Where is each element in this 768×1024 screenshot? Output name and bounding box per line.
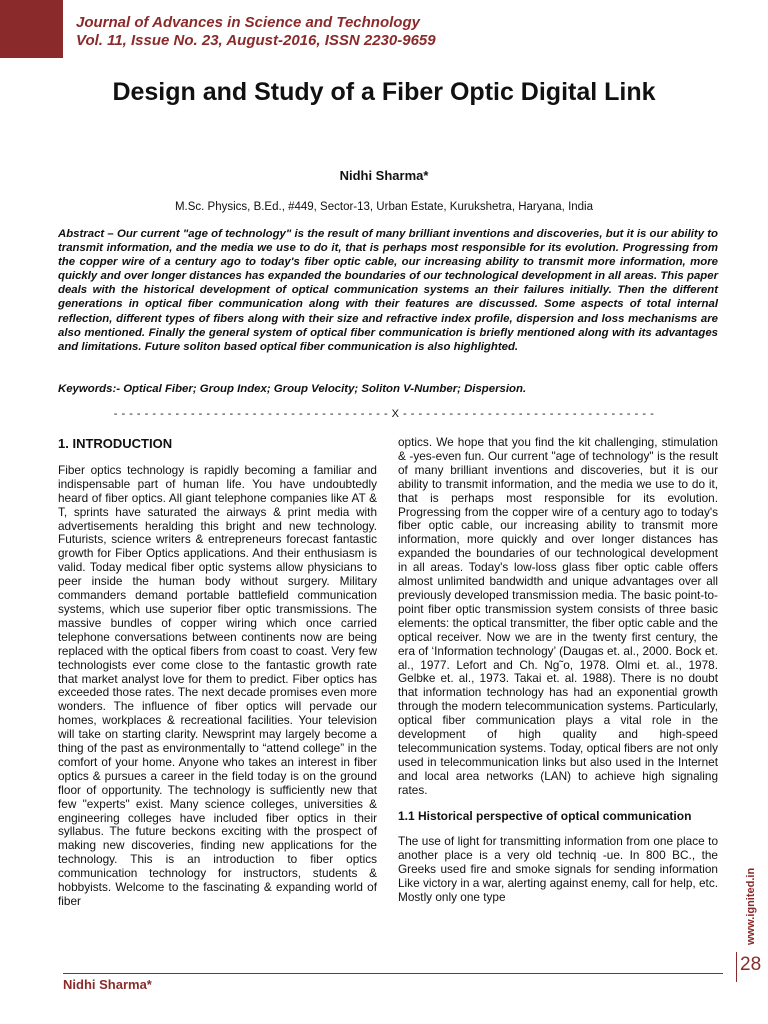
journal-header (76, 14, 436, 50)
abstract: Abstract – Our current "age of technology" is the result of many brilliant inventions and discoveries, but it is our ability to transmit information, and the media we use to do it, that is perhaps most responsible for its evolution. Progressing from the copper wire of a century ago to today's fiber optic cable, our increasing ability to transmit more information, more quickly and over longer distances has expanded the boundaries of our technological development in all areas. This paper deals with the historical development of optical communication systems an their failures initially. Then the different generations in optical fiber communication along with their features are discussed. Some aspects of total internal reflection, different types of fibers along with their size and refractive index profile, dispersion and loss mechanisms are also mentioned. Finally the general system of optical fiber communication is briefly mentioned along with its advantages and limitations. Future soliton based optical fiber communication is also highlighted. (58, 228, 718, 353)
page-number: 28 (740, 954, 762, 975)
journal-name: Journal of Advances in Science and Technology (76, 14, 420, 31)
keywords: Keywords:- Optical Fiber; Group Index; Group Velocity; Soliton V-Number; Dispersion. (58, 383, 527, 395)
section-heading-introduction: 1. INTRODUCTION (58, 436, 173, 451)
section-separator: - - - - - - - - - - - - - - - - - - - - - - - - - - - - - - - - - - - - X - - - - - - - - - - - - - - - - - - - - - - - - - - - - - - - - - (113, 408, 655, 420)
website-url: www.ignited.in (745, 867, 757, 945)
subsection-heading-history: 1.1 Historical perspective of optical communication (398, 808, 692, 823)
left-column (58, 437, 377, 909)
footer-vertical-divider (736, 952, 737, 982)
history-paragraph: The use of light for transmitting information from one place to another place is a very old techniq -ue. In 800 BC., the Greeks used fire and smoke signals for sending information Like victory in a war, alerting against enemy, call for help, etc. Mostly only one type (398, 834, 718, 905)
header-color-block (0, 0, 63, 58)
journal-issue: Vol. 11, Issue No. 23, August-2016, ISSN 2230-9659 (76, 32, 436, 49)
paper-title: Design and Study of a Fiber Optic Digital Link (112, 78, 656, 106)
intro-paragraph-continued: optics. We hope that you find the kit challenging, stimulation & -yes-even fun. Our current "age of technology" is the result of many brilliant inventions and discoveries, but it is our ability to transmit information, and the media we use to do it, that is perhaps most responsible for its evolution. Progressing from the copper wire of a century ago to today's fiber optic cable, our increasing ability to transmit more information, more quickly and over longer distances has expanded the boundaries of our technological development in all areas. Today's low-loss glass fiber optic cable offers almost unlimited bandwidth and unique advantages over all previously developed transmission media. The basic point-to-point fiber optic transmission system consists of three basic elements: the optical transmitter, the fiber optic cable and the optical receiver. Now we are in the twenty first century, the era of ‘Information technology’ (Daugas et. al., 2000. Bock et. al., 1977. Lefort and Ch. Ng˜o, 1978. Olmi et. al., 1978. Gelbke et. al., 1973. Takai et. al. 1988). There is no doubt that information technology has had an exponential growth through the modern telecommunication systems. Particularly, optical fiber communication plays a vital role in the development of high quality and high-speed telecommunication systems. Today, optical fibers are not only used in telecommunication links but also used in the Internet and local area networks (LAN) to achieve high signaling rates. (398, 435, 718, 797)
footer-divider (63, 973, 723, 974)
intro-paragraph: Fiber optics technology is rapidly becoming a familiar and indispensable part of human life. You have undoubtedly heard of fiber optics. All giant telephone companies like AT & T, sprints have saturated the airways & print media with advertisements heralding this bright and new technology. Futurists, science writers & entrepreneurs forecast fantastic growth for Fiber Optics applications. And their enthusiasm is valid. Today medical fiber optic systems allow physicians to peer inside the human body without surgery. Military commanders demand portable battlefield communication systems, which use superior fiber optic transmissions. The massive bundles of copper wiring which once carried telephone conversations between continents now are being replaced with the optical fibers from coast to coast. Very few technologists ever come close to the fantastic growth rate that market analyst love for them to predict. Fiber optics has exceeded those rates. The next decade promises even more wonders. The influence of fiber optics will pervade our homes, workplaces & recreational facilities. Your television will take on starting clarity. Newsprint may largely become a thing of the past as environmentally to “attend college” in the comfort of your home. Anyone who takes an interest in fiber optics & pursues a career in the field today is on the ground floor of opportunity. The technology is sufficiently new that few "experts" exist. Many science colleges, universities & engineering colleges have included fiber optics in their syllabus. The future beckons exciting with the prospect of making new discoveries, finding new applications for the technology. This is an introduction to fiber optics communication technology for instructors, students & hobbyists. Welcome to the fascinating & expanding world of fiber (58, 462, 377, 908)
author-affiliation: M.Sc. Physics, B.Ed., #449, Sector-13, Urban Estate, Kurukshetra, Haryana, India (174, 201, 594, 213)
right-column (398, 436, 718, 905)
paper-author: Nidhi Sharma* (339, 168, 429, 183)
footer-author: Nidhi Sharma* (63, 977, 152, 992)
